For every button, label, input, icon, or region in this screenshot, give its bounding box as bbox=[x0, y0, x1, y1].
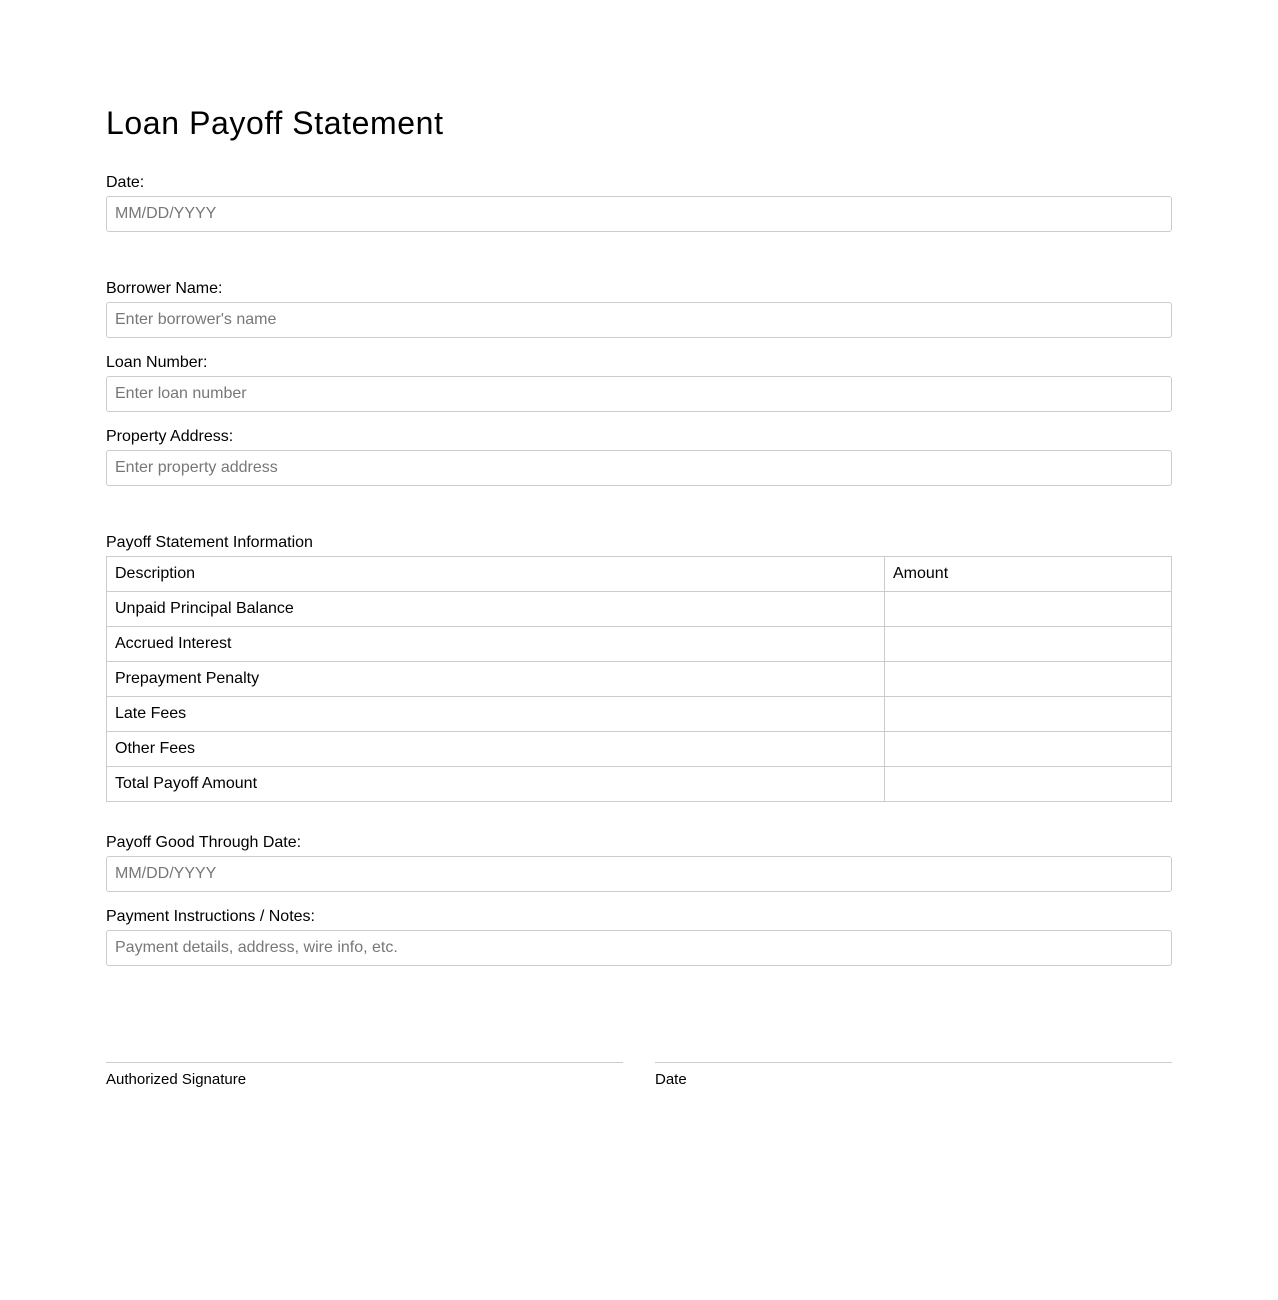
row-amount[interactable] bbox=[885, 627, 1172, 662]
table-row bbox=[107, 592, 1172, 627]
row-amount[interactable] bbox=[885, 662, 1172, 697]
authorized-signature-label: Authorized Signature bbox=[106, 1071, 247, 1088]
table-row bbox=[107, 767, 1172, 802]
payoff-good-through-input[interactable] bbox=[106, 856, 1172, 892]
row-amount[interactable] bbox=[885, 732, 1172, 767]
table-row bbox=[107, 732, 1172, 767]
signature-date-line bbox=[655, 1062, 1172, 1063]
payment-instructions-label: Payment Instructions / Notes: bbox=[106, 908, 315, 925]
signature-date-label: Date bbox=[655, 1071, 687, 1088]
table-row bbox=[107, 697, 1172, 732]
property-address-label: Property Address: bbox=[106, 428, 234, 445]
loan-number-input[interactable] bbox=[106, 376, 1172, 412]
payoff-good-through-label: Payoff Good Through Date: bbox=[106, 834, 302, 851]
row-amount[interactable] bbox=[885, 767, 1172, 802]
header-description: Description bbox=[107, 557, 885, 592]
loan-number-label: Loan Number: bbox=[106, 354, 208, 371]
row-description: Late Fees bbox=[107, 697, 885, 732]
row-description: Prepayment Penalty bbox=[107, 662, 885, 697]
borrower-name-label: Borrower Name: bbox=[106, 280, 223, 297]
row-amount[interactable] bbox=[885, 697, 1172, 732]
payment-instructions-input[interactable] bbox=[106, 930, 1172, 966]
signature-line bbox=[106, 1062, 623, 1063]
borrower-name-input[interactable] bbox=[106, 302, 1172, 338]
header-amount: Amount bbox=[885, 557, 1172, 592]
table-row bbox=[107, 627, 1172, 662]
date-label: Date: bbox=[106, 174, 145, 191]
page-title: Loan Payoff Statement bbox=[106, 105, 444, 141]
property-address-input[interactable] bbox=[106, 450, 1172, 486]
row-description: Total Payoff Amount bbox=[107, 767, 885, 802]
row-description: Other Fees bbox=[107, 732, 885, 767]
payoff-section-title: Payoff Statement Information bbox=[106, 534, 313, 551]
date-input[interactable] bbox=[106, 196, 1172, 232]
payoff-table bbox=[106, 556, 1172, 802]
table-row bbox=[107, 662, 1172, 697]
row-amount[interactable] bbox=[885, 592, 1172, 627]
row-description: Unpaid Principal Balance bbox=[107, 592, 885, 627]
row-description: Accrued Interest bbox=[107, 627, 885, 662]
table-header-row bbox=[107, 557, 1172, 592]
